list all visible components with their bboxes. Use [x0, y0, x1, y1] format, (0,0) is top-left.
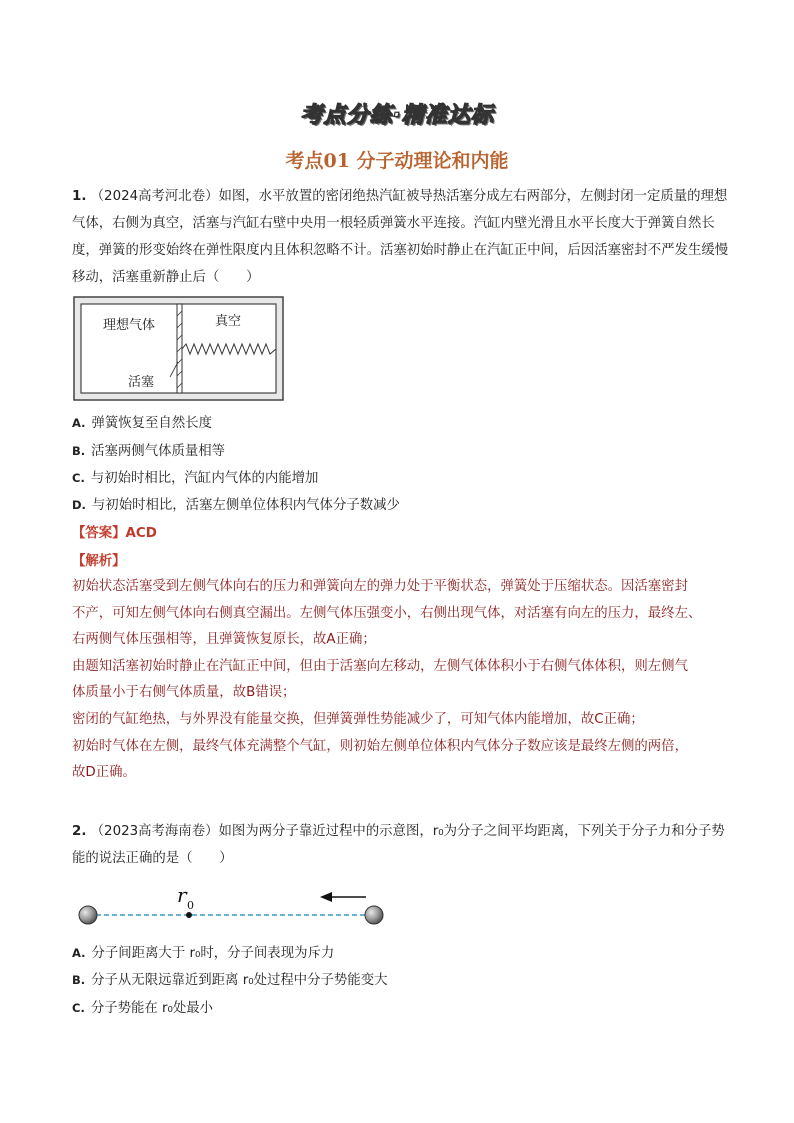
- banner-title: 考点分练·精准达标: [300, 103, 494, 128]
- right-molecule: [365, 906, 383, 924]
- question-1-stem: （2024高考河北卷）如图，水平放置的密闭绝热汽缸被导热活塞分成左右两部分，左侧封闭一定质量的理想气体，右侧为真空，活塞与汽缸右壁中央用一根轻质弹簧水平连接。汽缸内壁光滑且水平长度大于弹簧自然长度，弹簧的形变始终在弹性限度内且体积忽略不计。活塞初始时静止在汽缸正中间，后因活塞密封不严发生缓慢移动，活塞重新静止后（ ）: [72, 189, 729, 285]
- piston-label: 活塞: [128, 375, 155, 390]
- cylinder-figure: [73, 296, 285, 402]
- r0-point: [186, 912, 192, 918]
- q2-option-a: [72, 943, 334, 964]
- option-c: [72, 468, 318, 489]
- q2-option-c: [72, 998, 213, 1019]
- answer-label: 【答案】ACD: [72, 526, 157, 541]
- analysis-label: 【解析】: [72, 554, 126, 569]
- option-c-letter: C.: [72, 471, 85, 485]
- option-d: [72, 495, 400, 516]
- option-a: [72, 413, 212, 434]
- analysis-line: 体质量小于右侧气体质量，故B错误；: [72, 685, 296, 701]
- analysis-line: 初始状态活塞受到左侧气体向右的压力和弹簧向左的弹力处于平衡状态，弹簧处于压缩状态。因活塞密封: [72, 579, 688, 594]
- option-b-letter: B.: [72, 444, 86, 458]
- analysis-line: 右两侧气体压强相等，且弹簧恢复原长，故A正确；: [72, 632, 376, 648]
- left-gas-label: 理想气体: [103, 318, 156, 333]
- question-1-text: [72, 183, 732, 291]
- r0-label: r: [177, 883, 187, 907]
- left-molecule: [79, 906, 97, 924]
- q2-option-b-text: 分子从无限远靠近到距离 r₀处过程中分子势能变大: [91, 973, 388, 988]
- q2-option-a-letter: A.: [72, 946, 86, 960]
- analysis-line: 故D正确。: [72, 765, 136, 781]
- option-c-text: 与初始时相比，汽缸内气体的内能增加: [90, 471, 319, 486]
- question-2-text: [72, 818, 732, 872]
- option-b-text: 活塞两侧气体质量相等: [91, 444, 226, 459]
- q2-option-c-letter: C.: [72, 1001, 85, 1015]
- r0-subscript: 0: [187, 899, 194, 912]
- section-title: 考点01 分子动理论和内能: [285, 150, 509, 172]
- arrow-head-icon: [320, 892, 332, 902]
- analysis-line: 密闭的气缸绝热，与外界没有能量交换，但弹簧弹性势能减少了，可知气体内能增加，故C正确；: [72, 711, 644, 727]
- option-a-letter: A.: [72, 416, 86, 430]
- question-2-number: 2.: [72, 824, 87, 839]
- analysis-line: 初始时气体在左侧，最终气体充满整个气缸，则初始左侧单位体积内气体分子数应该是最终左侧的两倍，: [72, 738, 688, 754]
- option-d-letter: D.: [72, 498, 86, 512]
- question-2-stem: （2023高考海南卷）如图为两分子靠近过程中的示意图，r₀为分子之间平均距离，下列关于分子力和分子势能的说法正确的是（ ）: [72, 824, 725, 866]
- option-b: [72, 441, 225, 462]
- q2-option-c-text: 分子势能在 r₀处最小: [90, 1001, 214, 1016]
- molecule-figure: [76, 880, 391, 930]
- option-d-text: 与初始时相比，活塞左侧单位体积内气体分子数减少: [91, 498, 400, 513]
- q2-option-b-letter: B.: [72, 973, 86, 987]
- analysis-line: 由题知活塞初始时静止在汽缸正中间，但由于活塞向左移动，左侧气体体积小于右侧气体体积，则左侧气: [72, 658, 688, 674]
- analysis-text: [72, 574, 732, 787]
- vacuum-label: 真空: [215, 314, 242, 329]
- analysis-line: 不产，可知左侧气体向右侧真空漏出。左侧气体压强变小，右侧出现气体，对活塞有向左的压力，最终左、: [72, 605, 702, 621]
- q2-option-b: [72, 970, 387, 991]
- question-1-number: 1.: [72, 189, 87, 204]
- q2-option-a-text: 分子间距离大于 r₀时，分子间表现为斥力: [91, 946, 335, 961]
- option-a-text: 弹簧恢复至自然长度: [91, 416, 212, 431]
- piston: [177, 304, 182, 393]
